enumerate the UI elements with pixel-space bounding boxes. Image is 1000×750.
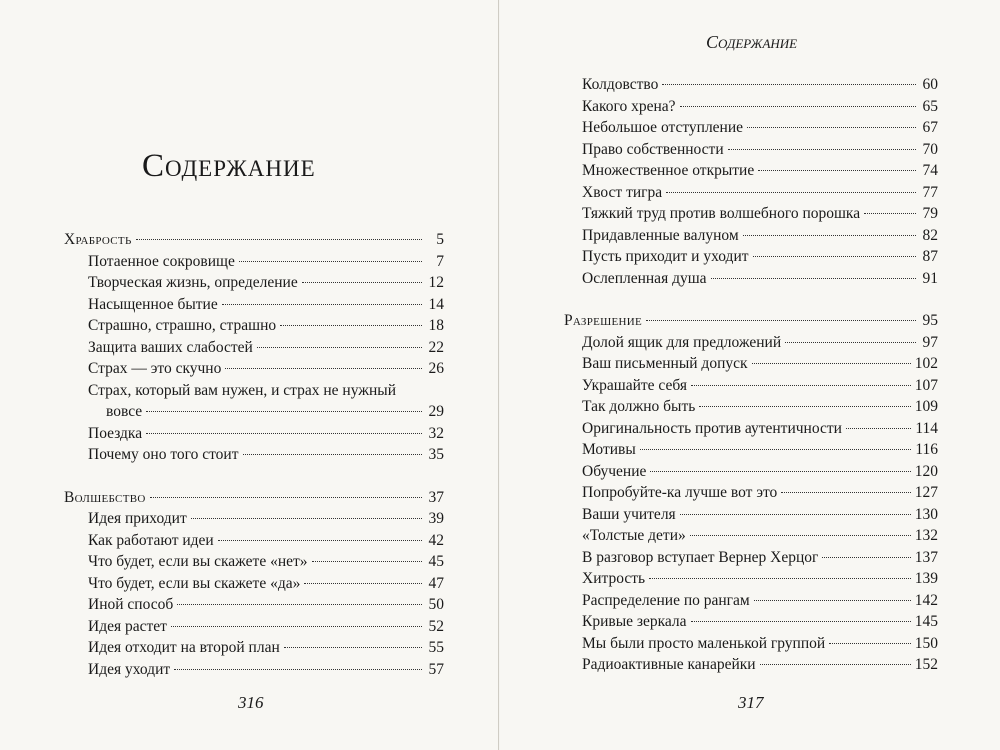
- toc-entry[interactable]: [64, 380, 444, 423]
- dot-leader: [666, 192, 916, 193]
- dot-leader: [312, 561, 422, 562]
- toc-section-heading[interactable]: Разрешение 95: [564, 312, 938, 329]
- toc-entry[interactable]: Поездка 32: [88, 424, 444, 442]
- toc-entry[interactable]: Колдовство 60: [582, 76, 938, 93]
- dot-leader: [222, 304, 422, 305]
- dot-leader: [177, 604, 422, 605]
- toc-entry[interactable]: Оригинальность против аутентичности 114: [582, 419, 938, 437]
- toc-entry[interactable]: Тяжкий труд против волшебного порошка 79: [582, 205, 938, 222]
- dot-leader: [650, 471, 910, 472]
- dot-leader: [284, 647, 422, 648]
- toc-entry-continuation: вовсе 29: [106, 403, 444, 420]
- toc-entry[interactable]: Идея растет 52: [88, 617, 444, 635]
- toc-entry[interactable]: Мы были просто маленькой группой 150: [582, 634, 938, 652]
- dot-leader: [146, 411, 422, 412]
- dot-leader: [691, 385, 911, 386]
- dot-leader: [754, 600, 911, 601]
- dot-leader: [191, 518, 422, 519]
- toc-entry[interactable]: Долой ящик для предложений 97: [582, 333, 938, 351]
- dot-leader: [257, 347, 422, 348]
- toc-section: [64, 229, 444, 466]
- toc-entry[interactable]: Кривые зеркала 145: [582, 613, 938, 630]
- toc-entry[interactable]: Ослепленная душа 91: [582, 269, 938, 287]
- dot-leader: [146, 433, 422, 434]
- dot-leader: [699, 406, 910, 407]
- dot-leader: [280, 325, 422, 326]
- toc-section-heading[interactable]: Храбрость 5: [64, 231, 444, 248]
- toc-entry[interactable]: Иной способ 50: [88, 596, 444, 613]
- dot-leader: [864, 213, 916, 214]
- right-page: [500, 0, 1000, 750]
- toc-entry[interactable]: В разговор вступает Вернер Херцог 137: [582, 548, 938, 566]
- toc-entry[interactable]: Страх — это скучно 26: [88, 360, 444, 377]
- dot-leader: [649, 578, 911, 579]
- dot-leader: [646, 320, 916, 321]
- toc-entry[interactable]: Мотивы 116: [582, 441, 938, 458]
- toc-entry[interactable]: Как работают идеи 42: [88, 531, 444, 549]
- toc-entry[interactable]: Какого хрена? 65: [582, 97, 938, 115]
- dot-leader: [846, 428, 911, 429]
- toc-continued: [582, 74, 938, 289]
- toc-entry[interactable]: Так должно быть 109: [582, 398, 938, 415]
- toc-entry[interactable]: Идея уходит 57: [88, 660, 444, 678]
- toc-entry[interactable]: Хвост тигра 77: [582, 183, 938, 201]
- running-head: Содержание: [706, 32, 798, 52]
- page-number: 316: [238, 693, 264, 712]
- toc-entry[interactable]: Ваши учителя 130: [582, 505, 938, 523]
- toc-entry[interactable]: Страшно, страшно, страшно 18: [88, 317, 444, 334]
- toc-left: [64, 229, 444, 701]
- dot-leader: [760, 664, 911, 665]
- dot-leader: [171, 626, 422, 627]
- toc-entry[interactable]: Идея отходит на второй план 55: [88, 639, 444, 656]
- dot-leader: [758, 170, 916, 171]
- toc-entry[interactable]: Украшайте себя 107: [582, 376, 938, 394]
- toc-entry-title: Страх, который вам нужен, и страх не нужный: [88, 381, 396, 399]
- page-number: 317: [738, 693, 764, 712]
- toc-entry[interactable]: Ваш письменный допуск 102: [582, 355, 938, 372]
- dot-leader: [743, 235, 916, 236]
- dot-leader: [785, 342, 916, 343]
- dot-leader: [747, 127, 916, 128]
- toc-entry[interactable]: Множественное открытие 74: [582, 162, 938, 179]
- toc-entry[interactable]: Творческая жизнь, определение 12: [88, 274, 444, 291]
- toc-entry[interactable]: Обучение 120: [582, 462, 938, 480]
- toc-section: [64, 487, 444, 681]
- toc-entry[interactable]: «Толстые дети» 132: [582, 527, 938, 544]
- toc-entry[interactable]: Пусть приходит и уходит 87: [582, 248, 938, 265]
- dot-leader: [680, 514, 911, 515]
- dot-leader: [136, 239, 422, 240]
- dot-leader: [218, 540, 422, 541]
- dot-leader: [243, 454, 422, 455]
- left-page: [0, 0, 499, 750]
- toc-entry[interactable]: Небольшое отступление 67: [582, 119, 938, 136]
- dot-leader: [174, 669, 422, 670]
- dot-leader: [150, 497, 422, 498]
- toc-entry[interactable]: Что будет, если вы скажете «да» 47: [88, 574, 444, 592]
- toc-entry[interactable]: Распределение по рангам 142: [582, 591, 938, 609]
- dot-leader: [711, 278, 916, 279]
- dot-leader: [728, 149, 916, 150]
- dot-leader: [829, 643, 911, 644]
- dot-leader: [781, 492, 910, 493]
- toc-entry[interactable]: Идея приходит 39: [88, 510, 444, 527]
- dot-leader: [239, 261, 422, 262]
- dot-leader: [690, 535, 911, 536]
- dot-leader: [680, 106, 916, 107]
- toc-entry[interactable]: Попробуйте-ка лучше вот это 127: [582, 484, 938, 501]
- toc-entry[interactable]: Почему оно того стоит 35: [88, 446, 444, 463]
- dot-leader: [753, 256, 916, 257]
- toc-section: [564, 310, 938, 676]
- dot-leader: [752, 363, 911, 364]
- toc-right: [564, 74, 938, 697]
- dot-leader: [822, 557, 910, 558]
- toc-entry[interactable]: Придавленные валуном 82: [582, 226, 938, 244]
- dot-leader: [640, 449, 912, 450]
- dot-leader: [225, 368, 422, 369]
- toc-entry[interactable]: Право собственности 70: [582, 140, 938, 158]
- page-title: Содержание: [142, 148, 316, 184]
- toc-entry[interactable]: Насыщенное бытие 14: [88, 295, 444, 313]
- toc-section-heading[interactable]: Волшебство 37: [64, 488, 444, 506]
- toc-entry[interactable]: Защита ваших слабостей 22: [88, 338, 444, 356]
- dot-leader: [662, 84, 916, 85]
- dot-leader: [304, 583, 422, 584]
- dot-leader: [691, 621, 911, 622]
- toc-entry[interactable]: Хитрость 139: [582, 570, 938, 587]
- toc-entry[interactable]: Потаенное сокровище 7: [88, 252, 444, 270]
- dot-leader: [302, 282, 422, 283]
- toc-entry[interactable]: Что будет, если вы скажете «нет» 45: [88, 553, 444, 570]
- toc-entry[interactable]: Радиоактивные канарейки 152: [582, 656, 938, 673]
